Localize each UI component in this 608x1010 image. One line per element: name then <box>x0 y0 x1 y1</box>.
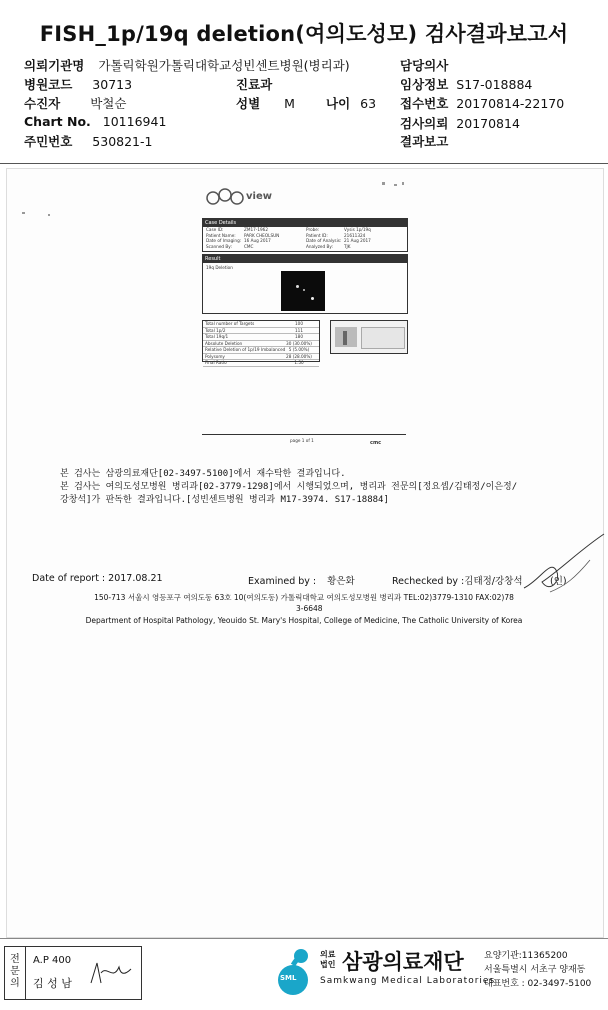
sex-label: 성별 <box>236 96 261 111</box>
bioview-report <box>202 191 408 452</box>
sml-badge-text: SML <box>280 974 297 982</box>
receipt-row <box>400 94 564 112</box>
hospital-code-label: 병원코드 <box>24 77 73 92</box>
histogram-thumbnail <box>330 320 408 354</box>
request-value: 20170814 <box>456 116 520 131</box>
report-date: Date of report : 2017.08.21 <box>32 573 163 584</box>
stats-value: 100 <box>295 321 303 326</box>
stamp-ap-number: A.P 400 <box>33 955 72 966</box>
consult-line-2: 본 검사는 여의도성모병원 병리과[02-3779-1298]에서 시행되었으며, 병리과 전문의[정요셉/김태정/이은정/ <box>60 482 518 492</box>
fish-signal <box>296 285 299 288</box>
case-detail-value: 21611324 <box>344 232 366 238</box>
examined-by <box>248 573 355 587</box>
signature-icon <box>520 530 606 600</box>
seal-mark: (인) <box>550 576 567 587</box>
dept-label: 진료과 <box>236 77 273 92</box>
sml-org-block <box>270 944 606 1004</box>
clinical-value: S17-018884 <box>456 77 533 92</box>
report-title: FISH_1p/19q deletion(여의도성모) 검사결과보고서 <box>39 22 569 46</box>
bioview-logo <box>206 188 286 208</box>
receipt-value: 20170814-22170 <box>456 96 565 111</box>
stamp-side-label: 전 문 의 <box>10 954 20 989</box>
patient-row <box>24 94 126 112</box>
sml-address-line: 서울특별시 서초구 양재동 <box>484 965 586 975</box>
case-detail-value: 21 Aug 2017 <box>344 238 371 243</box>
case-detail-value: TJK <box>344 243 351 249</box>
clinical-row <box>400 75 532 93</box>
stats-value: 30 (30.00%) <box>286 340 312 346</box>
case-detail-value: ZM17-1962 <box>244 227 268 232</box>
fish-signal <box>311 297 314 300</box>
page-label: page 1 of 1 <box>290 438 314 443</box>
patient-value: 박철순 <box>90 96 127 111</box>
footer-divider <box>0 938 608 939</box>
stats-value: 180 <box>295 334 303 339</box>
age-value: 63 <box>360 96 377 111</box>
result-row <box>400 132 448 150</box>
case-detail-key: Patient ID: <box>306 232 328 238</box>
address-line-2: 3-6648 <box>296 604 323 613</box>
examined-label: Examined by : <box>248 576 317 587</box>
sml-name-kr: 삼광의료재단 <box>342 950 464 974</box>
stats-row <box>203 360 319 367</box>
stats-value: 111 <box>295 327 303 333</box>
stamp-signature-icon <box>87 959 133 989</box>
rrn-label: 주민번호 <box>24 134 73 149</box>
rrn-row <box>24 132 152 150</box>
scan-speck <box>394 184 397 186</box>
sml-phone-line: 대표번호 : 02-3497-5100 <box>484 979 592 989</box>
stamp-side <box>5 947 26 999</box>
stats-value: 28 (28.00%) <box>286 353 312 359</box>
stats-key: Absolute Deletion <box>205 340 243 346</box>
case-detail-key: Patient Name: <box>206 232 236 238</box>
age-row <box>326 94 376 112</box>
doctor-label: 담당의사 <box>400 58 449 73</box>
scan-speck <box>382 182 385 185</box>
case-detail-row <box>203 244 407 250</box>
chart-label: Chart No. <box>24 114 91 129</box>
case-detail-value: PARK CHEOLSUN <box>244 232 280 238</box>
histogram-legend <box>361 327 405 349</box>
case-detail-key: Date of Analysis: <box>306 238 342 243</box>
sml-legal-label <box>320 950 335 970</box>
sml-legal-bottom: 법인 <box>320 960 336 969</box>
case-detail-key: Analyzed By: <box>306 243 333 249</box>
bioview-logo-text: view <box>246 191 272 202</box>
case-details-heading: Case Details <box>203 219 407 227</box>
doctor-row <box>400 56 448 74</box>
case-detail-key: Date of Imaging: <box>206 238 242 243</box>
request-row <box>400 114 520 132</box>
receipt-label: 접수번호 <box>400 96 449 111</box>
consult-line-3: 강창석]가 판독한 결과입니다.[성빈센트병원 병리과 M17-3974. S17-18884] <box>60 495 389 505</box>
sex-value: M <box>284 96 295 111</box>
institution-label: 의뢰기관명 <box>24 58 85 73</box>
hospital-code-value: 30713 <box>92 77 133 92</box>
institution-value: 가톨릭학원가톨릭대학교성빈센트병원(병리과) <box>98 58 350 73</box>
address-line-1: 150-713 서울시 영등포구 여의도동 63호 10(여의도동) 가톨릭대학교 여의도성모병원 병리과 TEL:02)3779-1310 FAX:02)78 <box>94 593 514 602</box>
case-detail-key: Probe: <box>306 227 320 232</box>
consult-line-1: 본 검사는 삼광의료재단[02-3497-5100]에서 재수탁한 결과입니다. <box>60 469 346 479</box>
sml-legal-top: 의료 <box>320 950 336 959</box>
case-detail-value: 16 Aug 2017 <box>244 238 271 243</box>
histogram-bar <box>343 331 347 345</box>
result-label: 19q Deletion <box>206 265 233 270</box>
specialist-stamp <box>4 946 142 1000</box>
chart-value: 10116941 <box>102 114 167 129</box>
scan-speck <box>22 212 25 214</box>
stats-key: Total number of Targets <box>205 321 255 326</box>
scan-speck <box>48 214 50 216</box>
header-divider <box>0 163 608 164</box>
sex-row <box>236 94 295 112</box>
result-box <box>202 254 408 314</box>
rechecked-by: Rechecked by :김태정/강창석 <box>392 576 523 587</box>
stats-key: Relative Deletion of 1p/19 Imbalanced <box>205 347 286 352</box>
stats-key: Polysomy <box>205 353 225 359</box>
clinical-label: 임상정보 <box>400 77 449 92</box>
rrn-value: 530821-1 <box>92 134 153 149</box>
report-footer-rule <box>202 434 406 435</box>
stats-key: Final Ratio <box>205 360 227 365</box>
department-line: Department of Hospital Pathology, Yeouido St. Mary's Hospital, College of Medicine, The Catholic University of Korea <box>85 616 523 625</box>
hospital-code-row <box>24 75 132 93</box>
request-label: 검사의뢰 <box>400 116 449 131</box>
result-heading: Result <box>203 255 407 263</box>
sml-logo-icon <box>270 946 316 996</box>
scan-speck <box>402 182 404 185</box>
chart-row <box>24 114 166 129</box>
stats-value: 5 (5.00%) <box>288 347 310 352</box>
stats-key: Total 1p/2 <box>205 327 226 333</box>
result-label: 결과보고 <box>400 134 449 149</box>
fish-image <box>281 271 325 311</box>
patient-label: 수진자 <box>24 96 61 111</box>
sml-code-line: 요양기관:11365200 <box>484 951 568 961</box>
stamp-name: 김 성 남 <box>33 977 72 990</box>
case-detail-value: CMC <box>244 243 254 249</box>
sml-name-en: Samkwang Medical Laboratories <box>320 976 496 986</box>
stats-value: 1.50 <box>294 360 304 365</box>
stats-key: Total 19q/1 <box>205 334 229 339</box>
fish-signal <box>303 289 305 291</box>
case-detail-key: Scanned By: <box>206 243 232 249</box>
case-detail-key: Case ID: <box>206 227 224 232</box>
case-detail-value: Vysis 1p/19q <box>344 227 371 232</box>
stats-table <box>202 320 320 365</box>
case-details-box <box>202 218 408 252</box>
footer-logo: cmc <box>370 440 382 446</box>
dept-row <box>236 75 272 93</box>
examined-value: 황은화 <box>327 576 355 587</box>
institution-row <box>24 56 350 74</box>
age-label: 나이 <box>326 96 351 111</box>
